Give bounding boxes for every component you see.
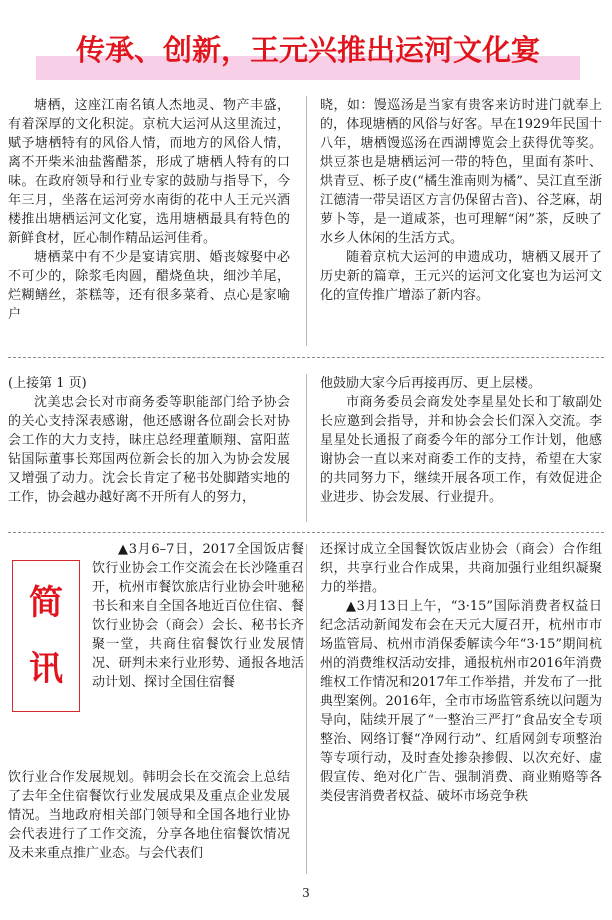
- brief-paragraph: 还探讨成立全国餐饮饭店业协会（商会）合作组织，共享行业合作成果，共商加强行业组织凝聚力的举措。: [320, 542, 602, 595]
- article-paragraph: 随着京杭大运河的申遗成功，塘栖又展开了历史新的篇章，王元兴的运河文化宴也为运河文化的宣传推广增添了新内容。: [320, 250, 602, 303]
- continuation-right-column: [320, 374, 602, 507]
- brief-paragraph: ▲3月13日上午，“3·15”国际消费者权益日纪念活动新闻发布会在天元大厦召开，杭州市市场监管局、杭州市消保委解读今年“3·15”期间杭州的消费维权活动安排，通报杭州市2016年消费维权工作情况和2017年工作举措，并发布了一批典型案例。2016年，全市市场监管系统以问题为导向，陆续开展了“一整治三严打”食品安全专项整治、网络订餐“净网行动”、红盾网剑专项整治等专项行动，及时查处掺杂掺假、以次充好、虚假宣传、绝对化广告、强制消费、商业贿赂等各类侵害消费者权益、破坏市场竞争秩: [320, 599, 602, 804]
- brief-left-column: [8, 768, 290, 863]
- column-divider: [306, 544, 307, 874]
- column-divider: [306, 374, 307, 522]
- article-right-column: [320, 96, 602, 305]
- article-paragraph: 塘栖，这座江南名镇人杰地灵、物产丰盛，有着深厚的文化积淀。京杭大运河从这里流过，赋予塘栖特有的风俗人情，而地方的风俗人情，离不开柴米油盐酱醋茶，形成了塘栖人特有的口味。在政府领导和行业专家的鼓励与指导下，今年三月，坐落在运河旁水南街的花中人王元兴酒楼推出塘栖运河文化宴，选用塘栖最具有特色的新鲜食材，匠心制作精品运河佳肴。: [8, 98, 290, 246]
- brief-paragraph: 饮行业合作发展规划。韩明会长在交流会上总结了去年全住宿餐饮行业发展成果及重点企业发展情况。当地政府相关部门领导和全国各地行业协会代表进行了工作交流，分享各地住宿餐饮情况及未来重点推广业态。与会代表们: [8, 770, 290, 861]
- column-divider: [306, 96, 307, 346]
- brief-label-box: [12, 560, 80, 712]
- brief-label-char: 讯: [29, 649, 63, 689]
- article-left-column: [8, 96, 290, 324]
- brief-label-char: 简: [29, 583, 63, 623]
- continuation-paragraph: 沈美忠会长对市商务委等职能部门给予协会的关心支持深表感谢，他还感谢各位副会长对协会工作的大力支持，昧庄总经理董顺翔、富阳蓝钻国际董事长郑国两位新会长的加入为协会发展又增强了动力。沈会长肯定了秘书处脚踏实地的工作，协会越办越好离不开所有人的努力，: [8, 395, 290, 505]
- page-number: 3: [302, 886, 310, 900]
- article-paragraph: 塘栖菜中有不少是宴请宾朋、婚丧嫁娶中必不可少的，除浆毛肉圆，醋烧鱼块，细沙羊尾，烂糊鳝丝，茶糕等，还有很多菜肴、点心是家喻户: [8, 250, 290, 322]
- section-divider: [8, 357, 604, 358]
- brief-indented-text: [92, 540, 304, 692]
- article-paragraph: 晓，如：馒巡汤是当家有贵客来访时进门就奉上的，体现塘栖的风俗与好客。早在1929年民国十八年，塘栖馒巡汤在西湖博览会上获得优等奖。烘豆茶也是塘栖运河一带的特色，里面有茶叶、烘青豆、栎子皮(“橘生淮南则为橘”、吴江直至浙江德清一带吴语区方言仍保留古音)、谷芝麻，胡萝卜等，是一道咸茶，也可理解“闲”茶，反映了水乡人休闲的生活方式。: [320, 98, 602, 246]
- brief-paragraph: ▲3月6–7日，2017全国饭店餐饮行业协会工作交流会在长沙隆重召开，杭州市餐饮旅店行业协会叶驰秘书长和来自全国各地近百位住宿、餐饮行业协会（商会）会长、秘书长齐聚一堂，共商住宿餐饮行业发展情况、研判未来行业形势、通报各地活动计划、探讨全国住宿餐: [92, 542, 304, 690]
- section-divider: [8, 532, 604, 533]
- continuation-header: (上接第 1 页): [8, 376, 87, 391]
- article-title: 传承、创新，王元兴推出运河文化宴: [75, 33, 540, 67]
- title-banner: [36, 30, 580, 80]
- continuation-paragraph: 市商务委员会商发处李星星处长和丁敏副处长应邀到会指导，并和协会会长们深入交流。李星星处长通报了商委今年的部分工作计划，他感谢协会一直以来对商委工作的支持，希望在大家的共同努力下，继续开展各项工作，有效促进企业进步、协会发展、行业提升。: [320, 395, 602, 505]
- continuation-left-column: [8, 374, 290, 507]
- brief-right-column: [320, 540, 602, 806]
- continuation-paragraph: 他鼓励大家今后再接再厉、更上层楼。: [320, 376, 542, 391]
